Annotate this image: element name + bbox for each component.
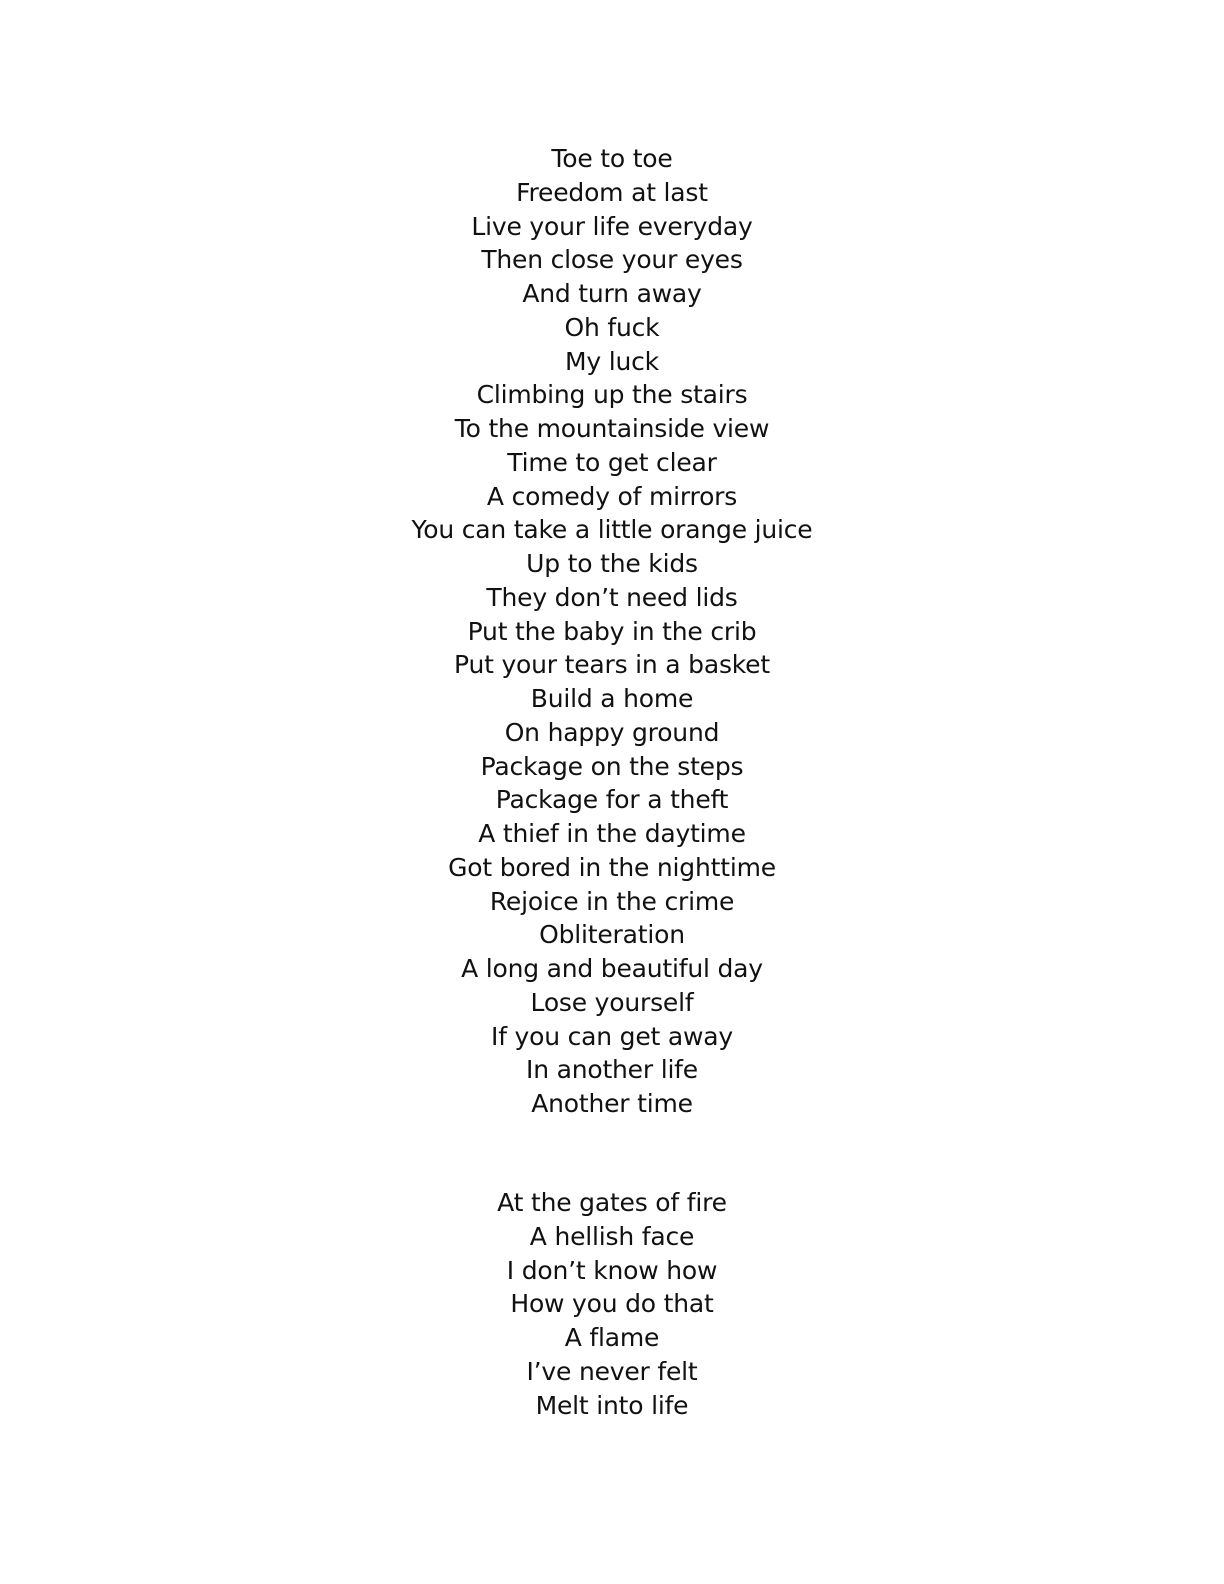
poem-line: Melt into life [535, 1390, 689, 1420]
poem-line: I don’t know how [506, 1255, 718, 1285]
poem-line: They don’t need lids [486, 582, 738, 612]
poem-line: Obliteration [539, 920, 685, 950]
poem-line: Put your tears in a basket [454, 650, 770, 680]
poem-line: On happy ground [504, 717, 720, 747]
poem-line: You can take a little orange juice [411, 515, 813, 545]
poem-line: Live your life everyday [471, 211, 753, 241]
poem-line: Oh fuck [564, 312, 660, 342]
poem-line: At the gates of fire [497, 1188, 727, 1217]
poem-line: A hellish face [529, 1221, 695, 1251]
poem-line: Package for a theft [495, 785, 729, 815]
poem-line: Rejoice in the crime [489, 886, 735, 916]
poem-line: A long and beautiful day [461, 954, 763, 983]
poem-line: A thief in the daytime [478, 819, 746, 848]
poem-line: Put the baby in the crib [467, 616, 757, 646]
poem-line: How you do that [510, 1289, 714, 1319]
poem-line: A flame [564, 1323, 660, 1352]
poem-line: Up to the kids [526, 549, 698, 578]
stanza-1 [0, 142, 1224, 1121]
poem-line: Then close your eyes [481, 245, 743, 275]
poem-line: Freedom at last [516, 177, 708, 207]
poem-line: Build a home [530, 684, 694, 713]
poem-line: My luck [565, 346, 659, 376]
poem-line: Toe to toe [551, 144, 673, 173]
poem-line: Climbing up the stairs [476, 380, 748, 410]
poem-line: Time to get clear [507, 447, 717, 477]
poem-line: If you can get away [491, 1021, 733, 1051]
poem-line: And turn away [522, 279, 702, 308]
poem-line: A comedy of mirrors [486, 481, 738, 511]
poem-line: Got bored in the nighttime [448, 852, 776, 882]
poem-line: I’ve never felt [526, 1356, 698, 1386]
poem-line: To the mountainside view [454, 414, 770, 443]
poem-line: In another life [526, 1055, 698, 1085]
poem-line: Lose yourself [530, 987, 694, 1017]
poem-line: Package on the steps [480, 751, 744, 781]
stanza-2 [0, 1186, 1224, 1422]
poem-line: Another time [531, 1089, 693, 1118]
